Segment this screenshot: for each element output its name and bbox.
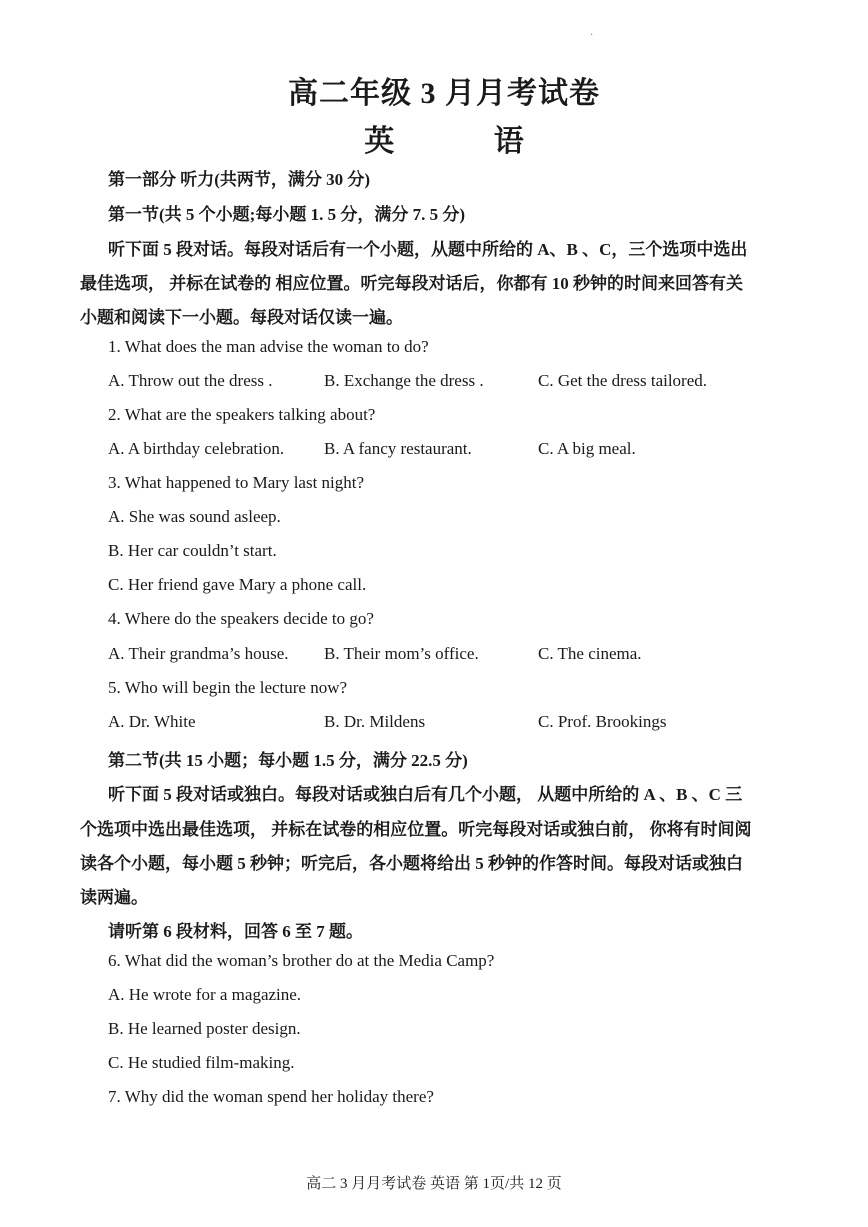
- page-footer: 高二 3 月月考试卷 英语 第 1页/共 12 页: [306, 1176, 562, 1192]
- option-a: A. She was sound asleep.: [108, 507, 281, 526]
- option-c: C. He studied film-making.: [108, 1053, 295, 1072]
- section1-instruction-line: 听下面 5 段对话。每段对话后有一个小题，从题中所给的 A、B 、C，三个选项中选出: [108, 240, 748, 259]
- option-c: C. The cinema.: [538, 644, 642, 663]
- option-a: A. Throw out the dress .: [108, 371, 273, 390]
- option-a: A. A birthday celebration.: [108, 439, 285, 458]
- option-b: B. Dr. Mildens: [324, 712, 426, 731]
- option-b: B. Their mom’s office.: [324, 644, 479, 663]
- option-a: A. He wrote for a magazine.: [108, 985, 302, 1004]
- question-stem: 4. Where do the speakers decide to go?: [108, 609, 374, 628]
- question-stem: 2. What are the speakers talking about?: [108, 405, 376, 424]
- question-stem: 6. What did the woman’s brother do at the Media Camp?: [108, 951, 495, 970]
- section2-instruction-line: 听下面 5 段对话或独白。每段对话或独白后有几个小题， 从题中所给的 A 、B 、C 三: [108, 785, 743, 804]
- option-c: C. Her friend gave Mary a phone call.: [108, 575, 367, 594]
- section1-heading: 第一节(共 5 个小题;每小题 1. 5 分，满分 7. 5 分): [108, 205, 465, 224]
- section2-heading: 第二节(共 15 小题；每小题 1.5 分，满分 22.5 分): [108, 751, 468, 770]
- option-a: A. Their grandma’s house.: [108, 644, 289, 663]
- question-stem: 5. Who will begin the lecture now?: [108, 678, 348, 697]
- question-stem: 7. Why did the woman spend her holiday there?: [108, 1087, 434, 1106]
- question-stem: 1. What does the man advise the woman to do?: [108, 337, 429, 356]
- section1-instruction-line: 最佳选项， 并标在试卷的 相应位置。听完每段对话后，你都有 10 秒钟的时间来回答有关: [80, 274, 743, 293]
- option-c: C. Get the dress tailored.: [538, 371, 708, 390]
- section1-instruction-line: 小题和阅读下一小题。每段对话仅读一遍。: [80, 308, 403, 327]
- option-a: A. Dr. White: [108, 712, 196, 731]
- part1-heading: 第一部分 听力(共两节，满分 30 分): [108, 170, 371, 189]
- option-b: B. He learned poster design.: [108, 1019, 301, 1038]
- scan-mark: ·: [590, 30, 594, 41]
- option-c: C. Prof. Brookings: [538, 712, 667, 731]
- option-c: C. A big meal.: [538, 439, 636, 458]
- option-b: B. Exchange the dress .: [324, 371, 484, 390]
- question-stem: 3. What happened to Mary last night?: [108, 473, 365, 492]
- section2-instruction-line: 个选项中选出最佳选项， 并标在试卷的相应位置。听完每段对话或独白前， 你将有时间阅: [80, 820, 752, 839]
- option-b: B. A fancy restaurant.: [324, 439, 472, 458]
- option-b: B. Her car couldn’t start.: [108, 541, 277, 560]
- section2-instruction-line: 读各个小题，每小题 5 秒钟；听完后，各小题将给出 5 秒钟的作答时间。每段对话或独白: [80, 854, 743, 873]
- subject-title: 英 语: [364, 125, 570, 158]
- page-title: 高二年级 3 月月考试卷: [288, 77, 600, 110]
- section2-instruction-line: 读两遍。: [80, 888, 148, 907]
- material-instruction: 请听第 6 段材料，回答 6 至 7 题。: [108, 922, 363, 941]
